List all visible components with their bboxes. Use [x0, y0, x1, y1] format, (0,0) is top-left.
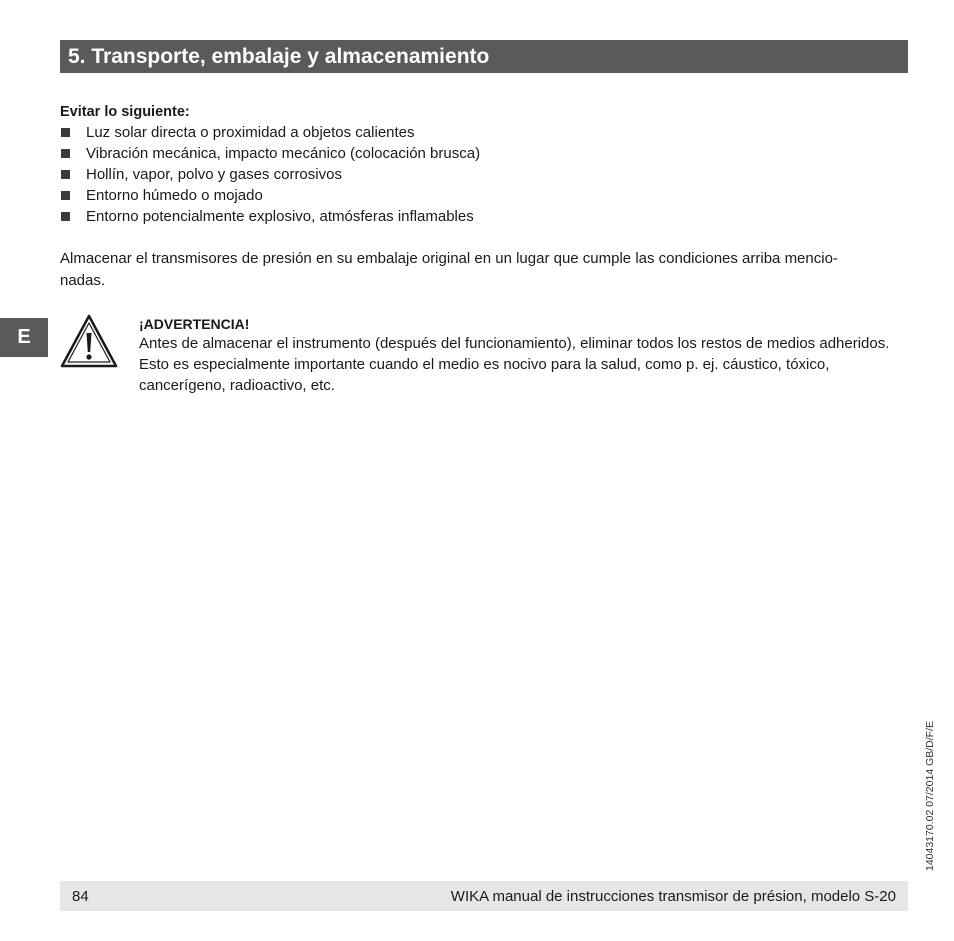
bullet-square-icon [61, 128, 70, 137]
list-item-text: Luz solar directa o proximidad a objetos calientes [86, 124, 415, 141]
section-title: 5. Transporte, embalaje y almacenamiento [60, 40, 908, 73]
warning-triangle-icon [60, 314, 118, 368]
list-item-text: Vibración mecánica, impacto mecánico (colocación brusca) [86, 145, 481, 162]
list-item [60, 164, 480, 185]
bullet-square-icon [61, 170, 70, 179]
bullet-square-icon [61, 149, 70, 158]
list-item [60, 122, 480, 143]
page-number: 84 [72, 887, 89, 905]
bullet-square-icon [61, 212, 70, 221]
footer [60, 881, 908, 911]
footer-title: WIKA manual de instrucciones transmisor de présion, modelo S-20 [450, 887, 896, 905]
avoid-heading: Evitar lo siguiente: [60, 104, 190, 120]
bullet-square-icon [61, 191, 70, 200]
storage-line-2: nadas. [60, 272, 106, 289]
storage-paragraph [60, 248, 908, 292]
list-item-text: Entorno húmedo o mojado [86, 187, 263, 204]
list-item [60, 206, 480, 227]
document-code [920, 712, 940, 880]
avoid-list [60, 122, 480, 227]
warning-title: ¡ADVERTENCIA! [139, 316, 250, 332]
language-tab: E [0, 318, 48, 357]
document-code-text: 14043170.02 07/2014 GB/D/F/E [924, 720, 936, 872]
warning-text: Antes de almacenar el instrumento (después del funcionamiento), eliminar todos los restos de medios adheridos. Esto es especialmente importante cuando el medio es nocivo para la salud, como p. ej. cáustico, tóxico, cancerígeno, radioactivo, etc. [139, 335, 890, 394]
list-item-text: Hollín, vapor, polvo y gases corrosivos [86, 166, 342, 183]
list-item [60, 185, 480, 206]
storage-line-1: Almacenar el transmisores de presión en su embalaje original en un lugar que cumple las condiciones arriba mencio- [60, 250, 838, 267]
list-item [60, 143, 480, 164]
list-item-text: Entorno potencialmente explosivo, atmósferas inflamables [86, 208, 474, 225]
